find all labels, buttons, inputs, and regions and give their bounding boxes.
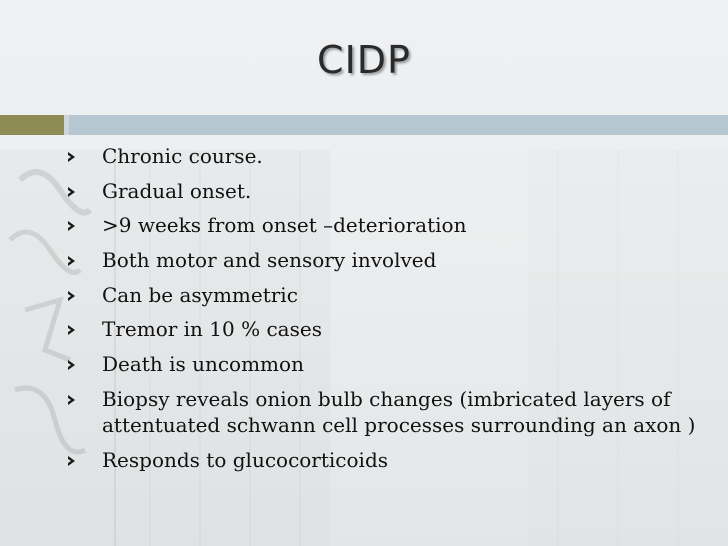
list-item-text: Can be asymmetric bbox=[102, 282, 298, 307]
list-item bbox=[64, 212, 714, 238]
chevron-right-icon bbox=[68, 395, 75, 405]
list-item bbox=[64, 178, 714, 204]
list-item bbox=[64, 386, 714, 438]
chevron-right-icon bbox=[68, 456, 75, 466]
list-item bbox=[64, 282, 714, 308]
list-item bbox=[64, 247, 714, 273]
chevron-right-icon bbox=[68, 291, 75, 301]
bullet-list bbox=[64, 143, 714, 481]
list-item-text: Biopsy reveals onion bulb changes (imbricated layers of attentuated schwann cell processes surrounding an axon ) bbox=[102, 386, 696, 437]
accent-bar-right bbox=[69, 115, 728, 135]
list-item bbox=[64, 447, 714, 473]
list-item-text: Gradual onset. bbox=[102, 178, 252, 203]
slide-title: CIDP bbox=[317, 38, 411, 82]
chevron-right-icon bbox=[68, 221, 75, 231]
list-item bbox=[64, 143, 714, 169]
list-item-text: Chronic course. bbox=[102, 144, 263, 168]
list-item-text: Tremor in 10 % cases bbox=[102, 317, 322, 342]
chevron-right-icon bbox=[68, 187, 75, 197]
list-item-text: Responds to glucocorticoids bbox=[102, 447, 389, 472]
list-item bbox=[64, 316, 714, 342]
chevron-right-icon bbox=[68, 325, 75, 335]
accent-bar-left bbox=[0, 115, 64, 135]
list-item-text: Death is uncommon bbox=[102, 352, 304, 377]
list-item-text: Both motor and sensory involved bbox=[102, 248, 437, 273]
list-item-text: >9 weeks from onset –deterioration bbox=[102, 213, 467, 238]
chevron-right-icon bbox=[68, 256, 75, 266]
chevron-right-icon bbox=[68, 152, 75, 162]
chevron-right-icon bbox=[68, 360, 75, 370]
list-item bbox=[64, 351, 714, 377]
